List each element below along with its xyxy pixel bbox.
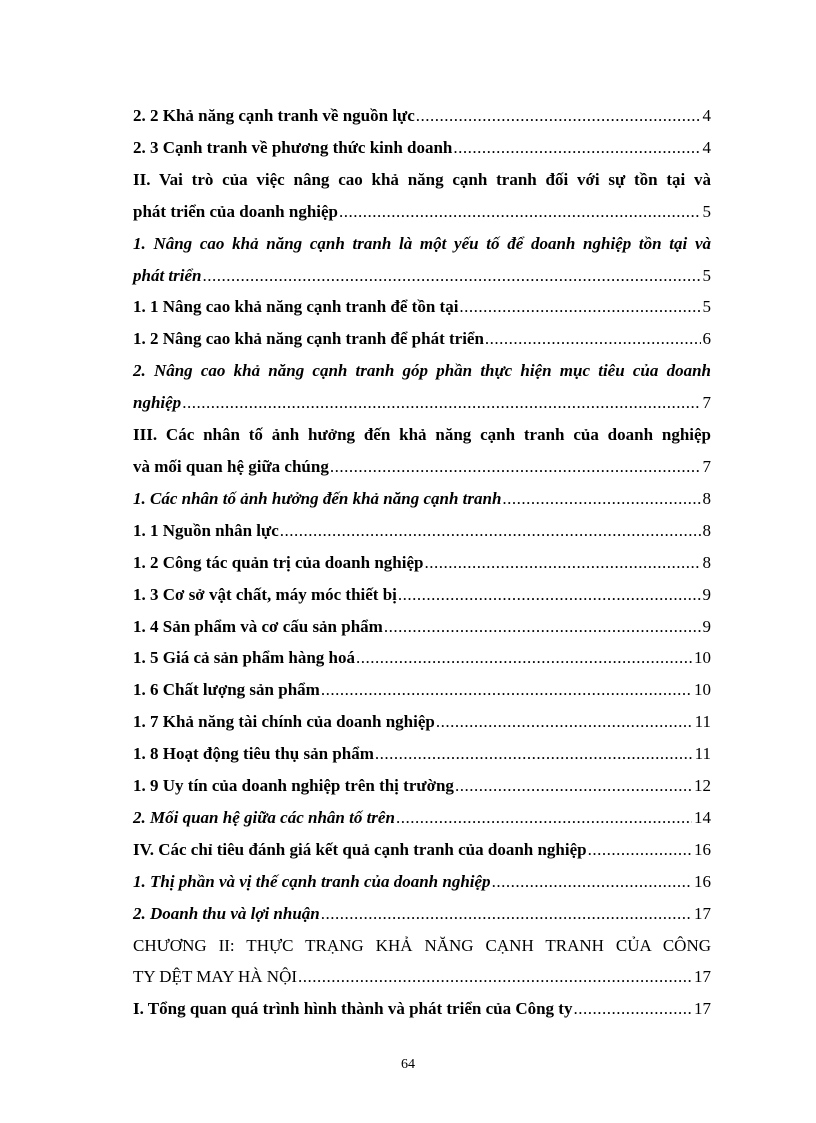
- dot-leader: [203, 260, 701, 292]
- toc-entry: [133, 706, 711, 738]
- dot-leader: [459, 291, 700, 323]
- toc-page-number: 5: [702, 297, 711, 317]
- dot-leader: [375, 738, 693, 770]
- dot-leader: [396, 802, 692, 834]
- dot-leader: [182, 387, 700, 419]
- toc-entry: [133, 100, 711, 132]
- toc-page-number: 17: [694, 967, 711, 987]
- toc-entry: [133, 898, 711, 930]
- toc-entry-title: 1. 1 Nguồn nhân lực: [133, 520, 279, 540]
- toc-entry: [133, 993, 711, 1025]
- toc-entry-title: 1. 2 Nâng cao khả năng cạnh tranh để phát triển: [133, 329, 484, 349]
- toc-page-number: 11: [694, 712, 711, 732]
- dot-leader: [573, 993, 692, 1025]
- toc-entry-title: 1. 1 Nâng cao khả năng cạnh tranh để tồn tại: [133, 297, 459, 317]
- table-of-contents: [133, 100, 711, 1025]
- dot-leader: [416, 100, 701, 132]
- toc-entry: [133, 355, 711, 419]
- dot-leader: [356, 642, 692, 674]
- toc-page-number: 8: [702, 488, 711, 508]
- toc-page-number: 12: [694, 776, 711, 796]
- toc-entry: [133, 579, 711, 611]
- toc-entry-title: 2. Doanh thu và lợi nhuận: [133, 903, 320, 923]
- dot-leader: [455, 770, 692, 802]
- toc-entry-title: IV. Các chỉ tiêu đánh giá kết quả cạnh tranh của doanh nghiệp: [133, 839, 587, 859]
- toc-entry: [133, 866, 711, 898]
- toc-entry-title: 1. 9 Uy tín của doanh nghiệp trên thị trường: [133, 776, 454, 796]
- toc-entry-title: 1. Các nhân tố ảnh hưởng đến khả năng cạnh tranh: [133, 488, 502, 508]
- toc-page-number: 14: [694, 807, 711, 827]
- toc-entry: [133, 483, 711, 515]
- toc-entry-title: 1. 2 Công tác quản trị của doanh nghiệp: [133, 552, 424, 572]
- toc-entry-title: phát triển của doanh nghiệp: [133, 201, 338, 221]
- toc-entry: [133, 547, 711, 579]
- toc-entry-title: 1. 3 Cơ sở vật chất, máy móc thiết bị: [133, 584, 397, 604]
- toc-entry: [133, 674, 711, 706]
- dot-leader: [424, 547, 700, 579]
- dot-leader: [321, 898, 692, 930]
- toc-entry-title: phát triển: [133, 265, 202, 285]
- toc-page-number: 4: [702, 106, 711, 125]
- toc-entry: [133, 323, 711, 355]
- toc-entry-title-line1: II. Vai trò của việc nâng cao khả năng cạnh tranh đối với sự tồn tại và: [133, 169, 711, 189]
- toc-page-number: 5: [702, 201, 711, 221]
- page-number-footer: 64: [401, 1057, 415, 1072]
- toc-entry: [133, 642, 711, 674]
- toc-entry: [133, 738, 711, 770]
- toc-entry-title: 2. 3 Cạnh tranh về phương thức kinh doanh: [133, 137, 453, 157]
- dot-leader: [453, 132, 700, 164]
- dot-leader: [485, 323, 701, 355]
- toc-entry: [133, 515, 711, 547]
- toc-page-number: 5: [702, 265, 711, 285]
- toc-page-number: 17: [694, 903, 711, 923]
- toc-entry-title: 1. 5 Giá cả sản phẩm hàng hoá: [133, 648, 355, 668]
- dot-leader: [330, 451, 701, 483]
- toc-entry: [133, 770, 711, 802]
- toc-page-number: 17: [694, 999, 711, 1019]
- toc-entry-title: TY DỆT MAY HÀ NỘI: [133, 967, 298, 987]
- toc-page-number: 9: [702, 616, 711, 636]
- toc-entry-title: 2. 2 Khả năng cạnh tranh về nguồn lực: [133, 106, 415, 125]
- toc-entry-title-line1: III. Các nhân tố ảnh hưởng đến khả năng cạnh tranh của doanh nghiệp: [133, 425, 711, 445]
- dot-leader: [339, 196, 701, 228]
- toc-page-number: 16: [694, 871, 711, 891]
- toc-page-number: 6: [702, 329, 711, 349]
- toc-page-number: 9: [702, 584, 711, 604]
- toc-entry-title: 1. 7 Khả năng tài chính của doanh nghiệp: [133, 712, 435, 732]
- toc-page-number: 7: [702, 393, 711, 413]
- dot-leader: [384, 611, 701, 643]
- toc-page-number: 11: [694, 744, 711, 764]
- toc-entry-title-line1: 1. Nâng cao khả năng cạnh tranh là một yếu tố để doanh nghiệp tồn tại và: [133, 233, 711, 253]
- toc-page-number: 7: [702, 456, 711, 476]
- toc-entry-title: nghiệp: [133, 393, 182, 413]
- toc-entry-title: 1. 8 Hoạt động tiêu thụ sản phẩm: [133, 744, 374, 764]
- dot-leader: [398, 579, 701, 611]
- toc-page-number: 8: [702, 552, 711, 572]
- toc-entry-title: 1. 4 Sản phẩm và cơ cấu sản phẩm: [133, 616, 383, 636]
- dot-leader: [298, 961, 692, 993]
- toc-entry-chapter: [133, 930, 711, 994]
- toc-entry: [133, 419, 711, 483]
- dot-leader: [280, 515, 701, 547]
- toc-page-number: 10: [694, 680, 711, 700]
- toc-entry: [133, 611, 711, 643]
- toc-page-number: 8: [702, 520, 711, 540]
- dot-leader: [588, 834, 692, 866]
- toc-entry-title: I. Tổng quan quá trình hình thành và phát triển của Công ty: [133, 999, 573, 1019]
- toc-entry-title: 1. Thị phần và vị thế cạnh tranh của doanh nghiệp: [133, 871, 491, 891]
- toc-page-number: 4: [702, 137, 711, 157]
- toc-entry: [133, 802, 711, 834]
- toc-entry-title: và mối quan hệ giữa chúng: [133, 456, 329, 476]
- dot-leader: [492, 866, 692, 898]
- dot-leader: [321, 674, 692, 706]
- toc-entry: [133, 291, 711, 323]
- toc-entry-title-line1: CHƯƠNG II: THỰC TRẠNG KHẢ NĂNG CẠNH TRANH CỦA CÔNG: [133, 935, 711, 955]
- toc-page-number: 16: [694, 839, 711, 859]
- toc-entry: [133, 164, 711, 228]
- toc-page-number: 10: [694, 648, 711, 668]
- toc-entry-title: 2. Mối quan hệ giữa các nhân tố trên: [133, 807, 395, 827]
- dot-leader: [436, 706, 693, 738]
- toc-entry-title-line1: 2. Nâng cao khả năng cạnh tranh góp phần thực hiện mục tiêu của doanh: [133, 361, 711, 381]
- toc-entry: [133, 132, 711, 164]
- dot-leader: [502, 483, 700, 515]
- toc-entry: [133, 834, 711, 866]
- toc-entry-title: 1. 6 Chất lượng sản phẩm: [133, 680, 320, 700]
- toc-entry: [133, 228, 711, 292]
